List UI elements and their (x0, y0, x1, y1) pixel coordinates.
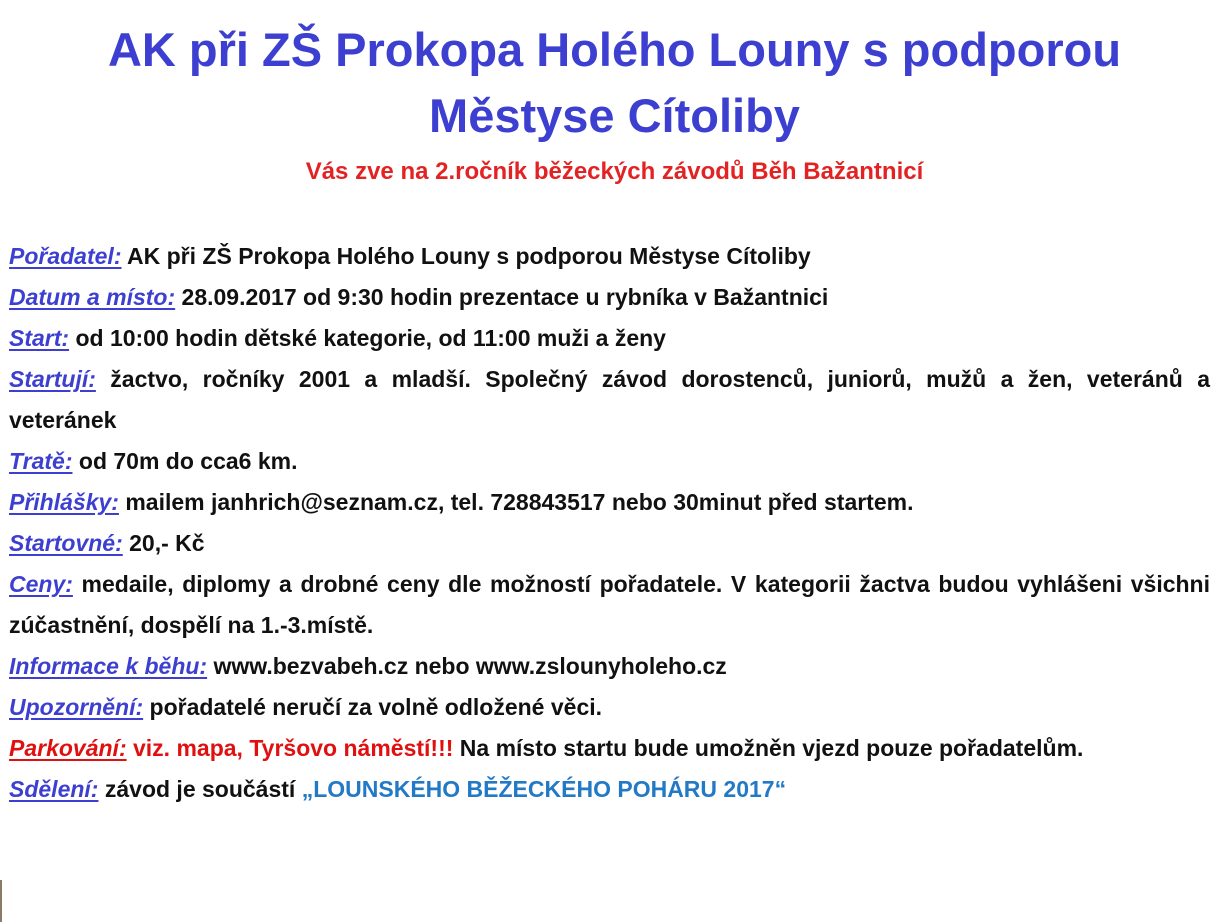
date-place-row (9, 277, 1210, 318)
fee-label: Startovné: (9, 530, 123, 556)
page-title-line-1: AK při ZŠ Prokopa Holého Louny s podporou (107, 23, 1122, 76)
date-place-label: Datum a místo: (9, 284, 176, 310)
notice-value: pořadatelé neručí za volně odložené věci. (143, 694, 603, 720)
message-value: závod je součástí (98, 776, 302, 802)
date-place-value: 28.09.2017 od 9:30 hodin prezentace u rybníka v Bažantnici (175, 284, 829, 310)
notice-row (9, 687, 1210, 728)
starters-value: žactvo, ročníky 2001 a mladší. Společný závod dorostenců, juniorů, mužů a žen, veteránů a veteránek (9, 366, 1210, 433)
parking-row (9, 728, 1210, 769)
registration-row (9, 482, 1210, 523)
prizes-label: Ceny: (9, 571, 73, 597)
notice-label: Upozornění: (9, 694, 144, 720)
registration-value: mailem janhrich@seznam.cz, tel. 728843517 nebo 30minut před startem. (118, 489, 914, 515)
page-title-line-2: Městyse Cítoliby (429, 89, 800, 142)
tracks-label: Tratě: (9, 448, 73, 474)
parking-red-value: viz. mapa, Tyršovo náměstí!!! (126, 735, 454, 761)
race-info-label: Informace k běhu: (9, 653, 208, 679)
tracks-row (9, 441, 1210, 482)
organizer-label: Pořadatel: (9, 243, 122, 269)
page-edge-mark (0, 880, 2, 922)
start-value: od 10:00 hodin dětské kategorie, od 11:00 muži a ženy (69, 325, 666, 351)
organizer-row (9, 236, 1210, 277)
organizer-value: AK při ZŠ Prokopa Holého Louny s podporou Městyse Cítoliby (121, 243, 811, 269)
starters-label: Startují: (9, 366, 96, 392)
race-info-row (9, 646, 1210, 687)
fee-row (9, 523, 1210, 564)
start-row (9, 318, 1210, 359)
message-label: Sdělení: (9, 776, 99, 802)
prizes-value: medaile, diplomy a drobné ceny dle možností pořadatele. V kategorii žactva budou vyhlášeni všichni zúčastnění, dospělí na 1.-3.místě. (9, 571, 1210, 638)
start-label: Start: (9, 325, 70, 351)
starters-row (9, 359, 1210, 441)
registration-label: Přihlášky: (9, 489, 119, 515)
page-subtitle: Vás zve na 2.ročník běžeckých závodů Běh Bažantnicí (305, 158, 924, 185)
race-info-list (9, 236, 1210, 810)
tracks-value: od 70m do cca6 km. (72, 448, 298, 474)
parking-value: Na místo startu bude umožněn vjezd pouze pořadatelům. (453, 735, 1084, 761)
prizes-row (9, 564, 1210, 646)
fee-value: 20,- Kč (122, 530, 205, 556)
message-row (9, 769, 1210, 810)
parking-label: Parkování: (9, 735, 127, 761)
race-info-value: www.bezvabeh.cz nebo www.zslounyholeho.cz (207, 653, 727, 679)
cup-name: „LOUNSKÉHO BĚŽECKÉHO POHÁRU 2017“ (301, 776, 787, 802)
